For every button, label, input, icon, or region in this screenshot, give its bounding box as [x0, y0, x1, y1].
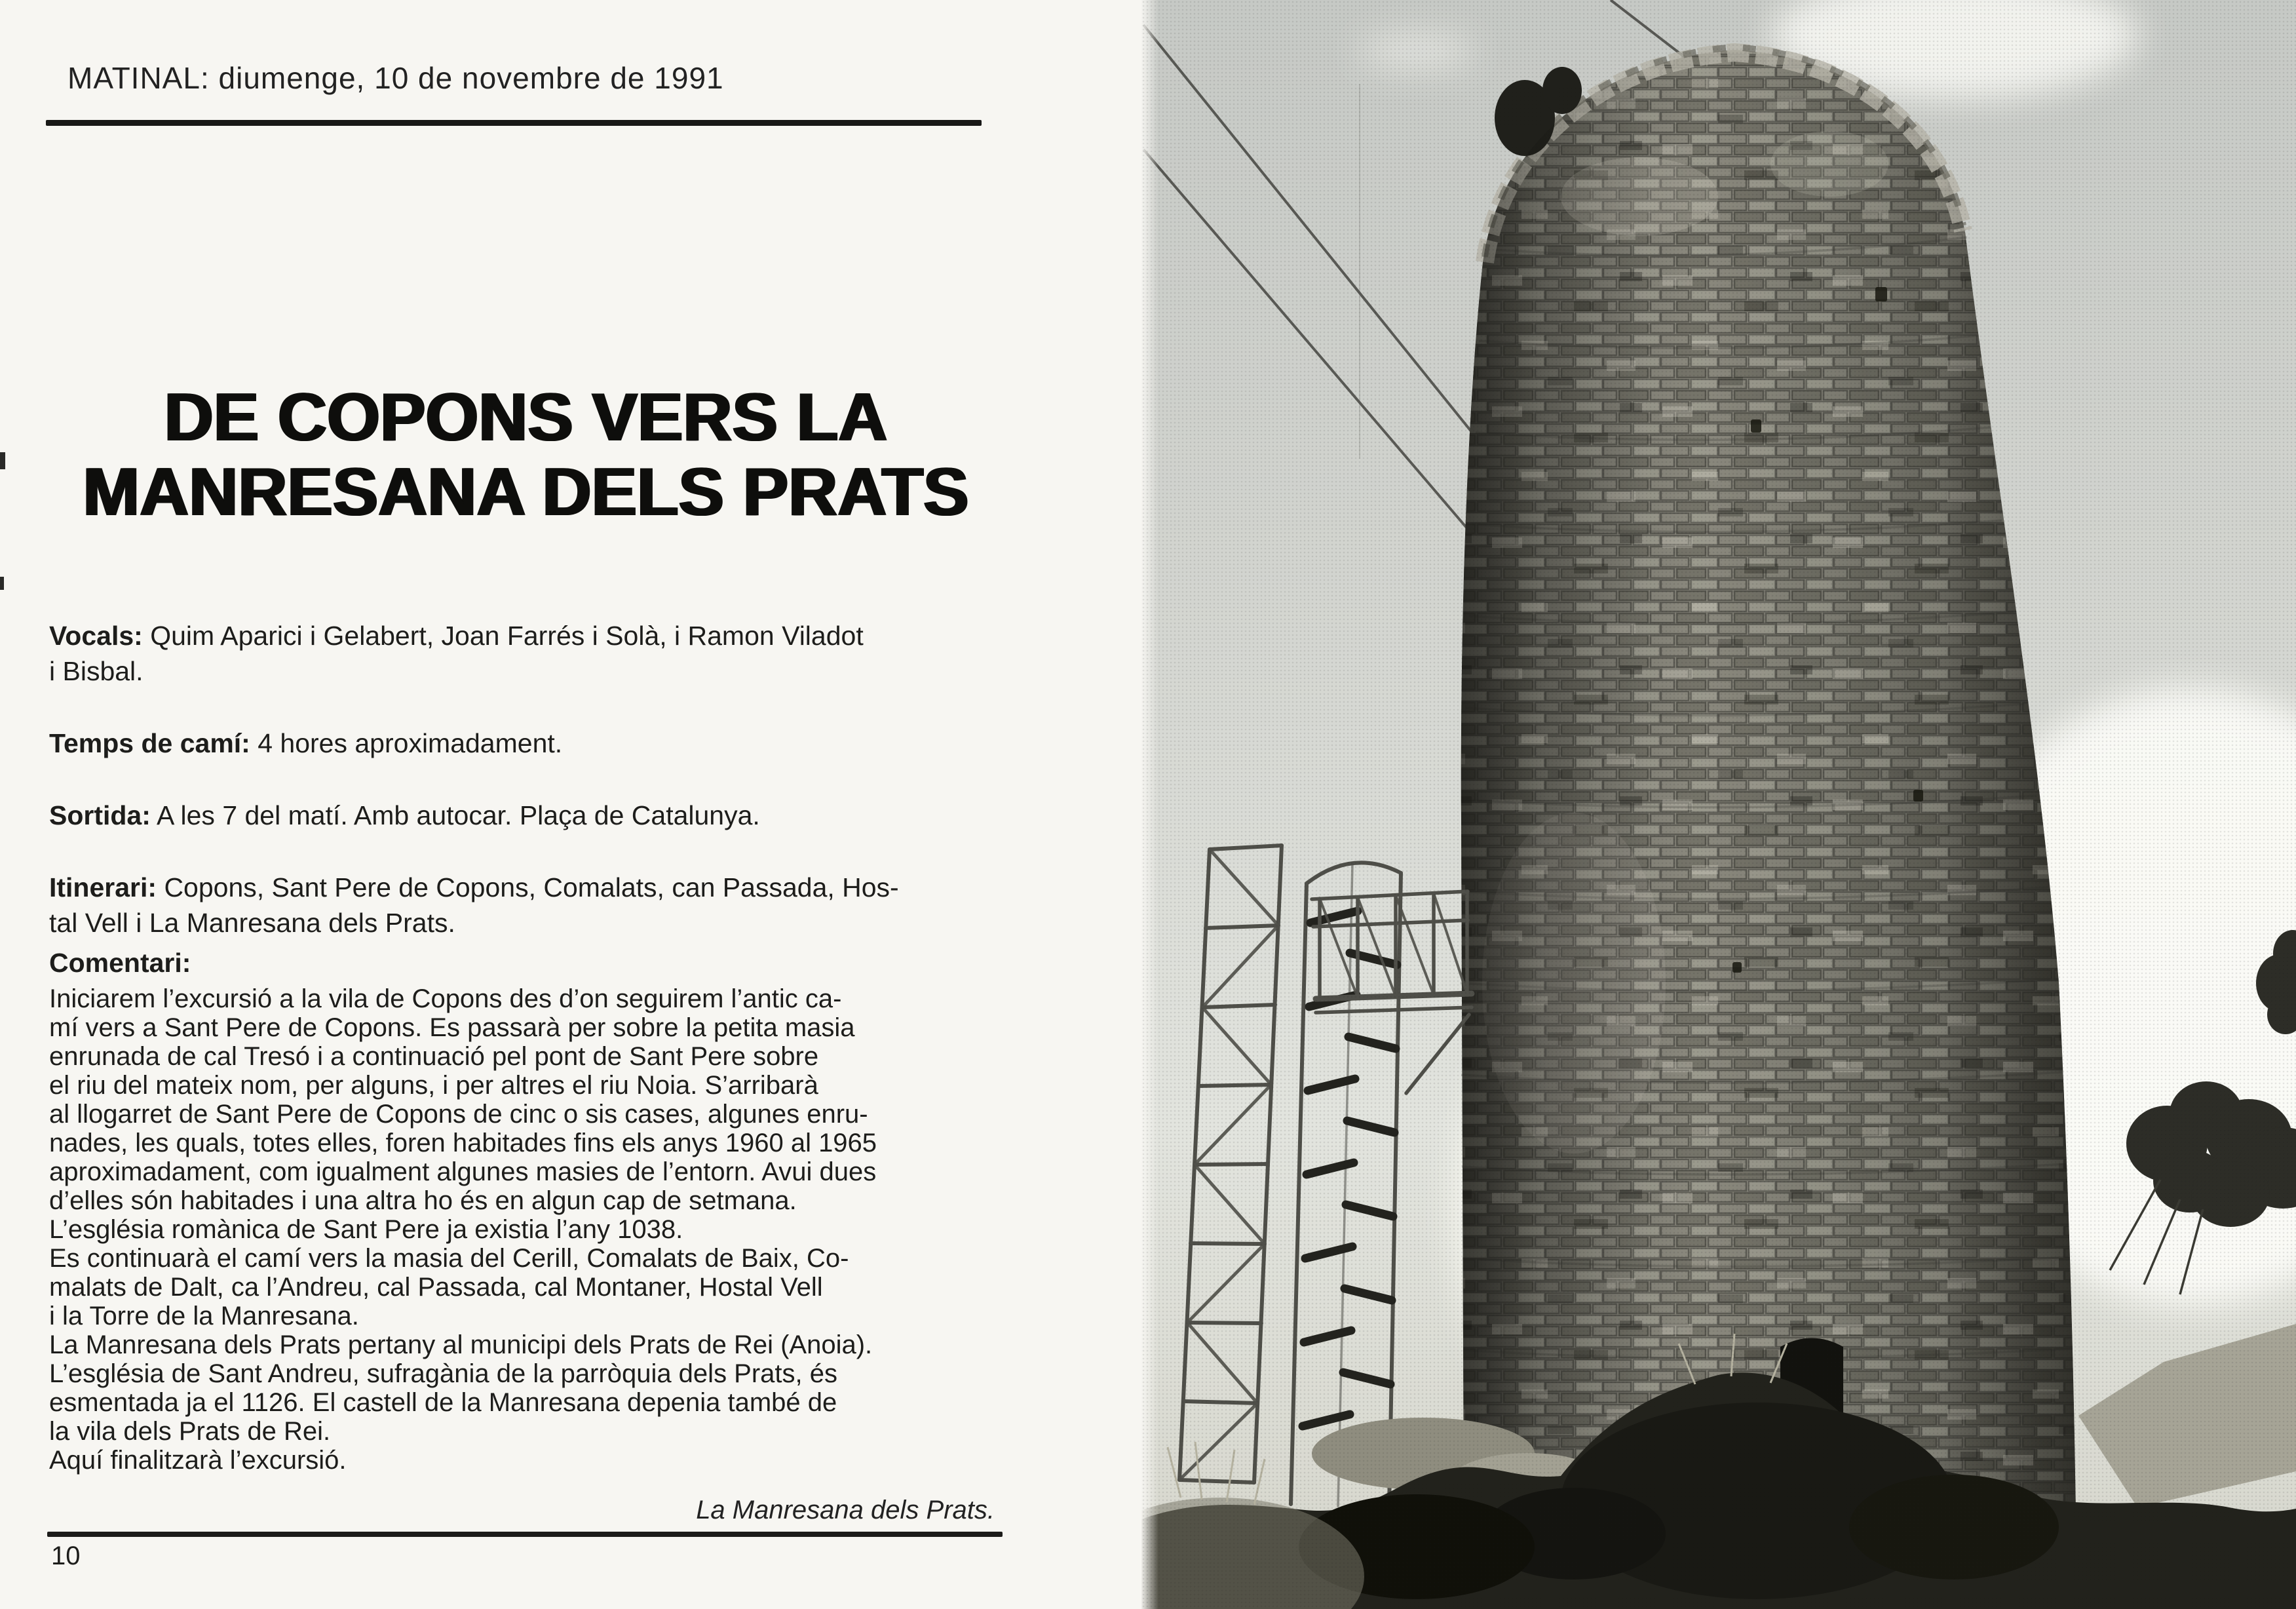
info-item-text: Quim Aparici i Gelabert, Joan Farrés i Solà, i Ramon Viladot	[142, 621, 864, 651]
comentari-heading: Comentari:	[49, 948, 191, 978]
body-line: Aquí finalitzarà l’excursió.	[49, 1446, 347, 1475]
info-item	[49, 726, 1003, 761]
body-line: enrunada de cal Tresó i a continuació pel pont de Sant Pere sobre	[49, 1042, 819, 1071]
info-item-label: Sortida:	[49, 800, 151, 830]
body-line: Es continuarà el camí vers la masia del Cerill, Comalats de Baix, Co-	[49, 1244, 849, 1273]
scan-speck	[0, 452, 5, 469]
body-line: Iniciarem l’excursió a la vila de Copons des d’on seguirem l’antic ca-	[49, 984, 842, 1013]
gutter-highlight	[1141, 0, 1158, 1609]
info-item-label: Vocals:	[49, 621, 143, 651]
info-item	[49, 798, 1003, 833]
info-item	[49, 870, 1003, 940]
body-line: esmentada ja el 1126. El castell de la Manresana depenia també de	[49, 1388, 837, 1417]
info-item-label: Itinerari:	[49, 872, 157, 902]
scan-speck	[0, 577, 4, 590]
info-item-label: Temps de camí:	[49, 728, 250, 758]
page-number: 10	[51, 1541, 81, 1570]
info-item	[49, 618, 1003, 689]
info-items	[49, 618, 1003, 977]
body-line: la vila dels Prats de Rei.	[49, 1417, 331, 1446]
body-line: La Manresana dels Prats pertany al municipi dels Prats de Rei (Anoia).	[49, 1330, 873, 1359]
info-item-text: A les 7 del matí. Amb autocar. Plaça de Catalunya.	[150, 800, 760, 830]
body-line: L’església de Sant Andreu, sufragània de la parròquia dels Prats, és	[49, 1359, 838, 1388]
title-line: DE COPONS VERS LA	[164, 379, 888, 456]
info-item-text: Copons, Sant Pere de Copons, Comalats, can Passada, Hos-	[157, 872, 899, 902]
body-line: al llogarret de Sant Pere de Copons de cinc o sis cases, algunes enru-	[49, 1100, 868, 1129]
body-line: el riu del mateix nom, per alguns, i per altres el riu Noia. S’arribarà	[49, 1071, 818, 1100]
title-line: MANRESANA DELS PRATS	[83, 454, 969, 531]
left-page	[49, 0, 1003, 1609]
comentari-body	[49, 984, 877, 1475]
tower-photo-art	[1141, 0, 2296, 1609]
footer-rule	[47, 1532, 1003, 1537]
photo-caption: La Manresana dels Prats.	[696, 1496, 995, 1524]
info-item-text: 4 hores aproximadament.	[250, 728, 563, 758]
body-line: nades, les quals, totes elles, foren habitades fins els anys 1960 al 1965	[49, 1129, 877, 1157]
body-line: malats de Dalt, ca l’Andreu, cal Passada, cal Montaner, Hostal Vell	[49, 1273, 823, 1302]
body-line: d’elles són habitades i una altra ho és en algun cap de setmana.	[49, 1186, 797, 1215]
body-line: aproximadament, com igualment algunes masies de l’entorn. Avui dues	[49, 1157, 877, 1186]
body-line: L’església romànica de Sant Pere ja existia l’any 1038.	[49, 1215, 683, 1244]
info-item-text-2: i Bisbal.	[49, 656, 144, 686]
info-item-text-2: tal Vell i La Manresana dels Prats.	[49, 908, 455, 938]
body-line: mí vers a Sant Pere de Copons. Es passarà per sobre la petita masia	[49, 1013, 855, 1042]
page-header: MATINAL: diumenge, 10 de novembre de 1991	[67, 61, 724, 95]
body-line: i la Torre de la Manresana.	[49, 1302, 359, 1330]
tower-photo	[1141, 0, 2296, 1609]
header-rule	[46, 120, 982, 126]
page-title	[49, 380, 1003, 530]
